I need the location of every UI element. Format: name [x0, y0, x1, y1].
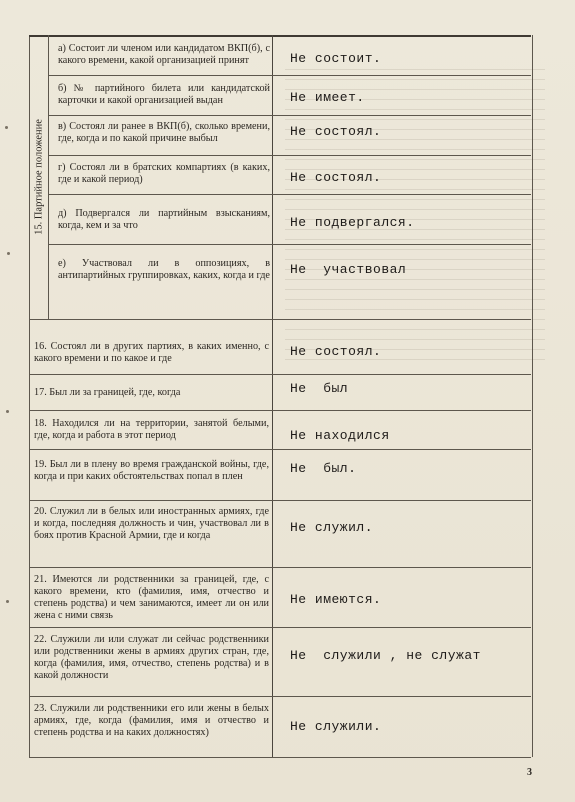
row-rule — [49, 155, 531, 156]
section-15-label-text: 15. Партийное положение — [33, 119, 44, 235]
answer-20: Не служил. — [290, 520, 374, 535]
row-rule — [29, 567, 531, 568]
answer-15c: Не состоял. — [290, 124, 382, 139]
answer-15b: Не имеет. — [290, 90, 365, 105]
question-15f: е) Участвовал ли в оппозициях, в антипартийных группировках, каких, когда и где — [58, 258, 270, 281]
question-15e: д) Подвергался ли партийным взысканиям, когда, кем и за что — [58, 208, 270, 231]
table-top-rule — [29, 35, 531, 37]
row-rule — [29, 500, 531, 501]
question-15b: б) № партийного билета или кандидатской карточки и какой организацией выдан — [58, 83, 270, 106]
row-rule — [29, 374, 531, 375]
answer-23: Не служили. — [290, 719, 382, 734]
column-divider — [272, 35, 273, 757]
question-17: 17. Был ли за границей, где, когда — [34, 387, 181, 398]
question-15c: в) Состоял ли ранее в ВКП(б), сколько времени, где, когда и по какой причине выбыл — [58, 121, 270, 144]
table-bottom-rule — [29, 757, 531, 758]
question-16: 16. Состоял ли в других партиях, в каких именно, с какого времени и по какое и где — [34, 341, 269, 364]
row-rule — [49, 244, 531, 245]
answer-15f: Не участвовал — [290, 262, 407, 277]
answer-15d: Не состоял. — [290, 170, 382, 185]
answer-22: Не служили , не служат — [290, 648, 481, 663]
question-20: 20. Служил ли в белых или иностранных армиях, где и когда, последняя должность и чин, участвовал ли в боях против Красной Армии, где и когда — [34, 506, 269, 541]
row-rule — [29, 449, 531, 450]
answer-15a: Не состоит. — [290, 51, 382, 66]
row-rule — [49, 75, 531, 76]
paper-mark — [6, 600, 9, 603]
paper-mark — [7, 252, 10, 255]
row-rule — [29, 627, 531, 628]
row-rule — [49, 115, 531, 116]
row-rule — [29, 410, 531, 411]
answer-18: Не находился — [290, 428, 390, 443]
answer-19: Не был. — [290, 461, 357, 476]
question-23: 23. Служили ли родственники его или жены в белых армиях, где, когда (фамилия, имя и отчество и степень родства и на каких должностях) — [34, 703, 269, 738]
page-number: 3 — [527, 767, 532, 778]
row-rule — [29, 319, 531, 320]
answer-16: Не состоял. — [290, 344, 382, 359]
question-19: 19. Был ли в плену во время гражданской войны, где, когда и при каких обстоятельствах попал в плен — [34, 459, 269, 482]
paper-mark — [6, 410, 9, 413]
question-15a: а) Состоит ли членом или кандидатом ВКП(б), с какого времени, какой организацией принят — [58, 43, 270, 66]
question-15d: г) Состоял ли в братских компартиях (в каких, где и какой период) — [58, 162, 270, 185]
answer-15e: Не подвергался. — [290, 215, 415, 230]
row-rule — [49, 194, 531, 195]
section-15-label — [28, 35, 49, 319]
question-21: 21. Имеются ли родственники за границей, где, с какого времени, кто (фамилия, имя, отчество и степень родства) и чем занимаются, имеет ли он или жена с ними связь — [34, 574, 269, 621]
answer-17: Не был — [290, 381, 349, 396]
row-rule — [29, 696, 531, 697]
answer-21: Не имеются. — [290, 592, 382, 607]
question-18: 18. Находился ли на территории, занятой белыми, где, когда и работа в этот период — [34, 418, 269, 441]
paper-mark — [5, 126, 8, 129]
question-22: 22. Служили ли или служат ли сейчас родственники или родственники жены в армиях других стран, где, когда (фамилия, имя, отчество, степень родства) и в какой должности — [34, 634, 269, 681]
